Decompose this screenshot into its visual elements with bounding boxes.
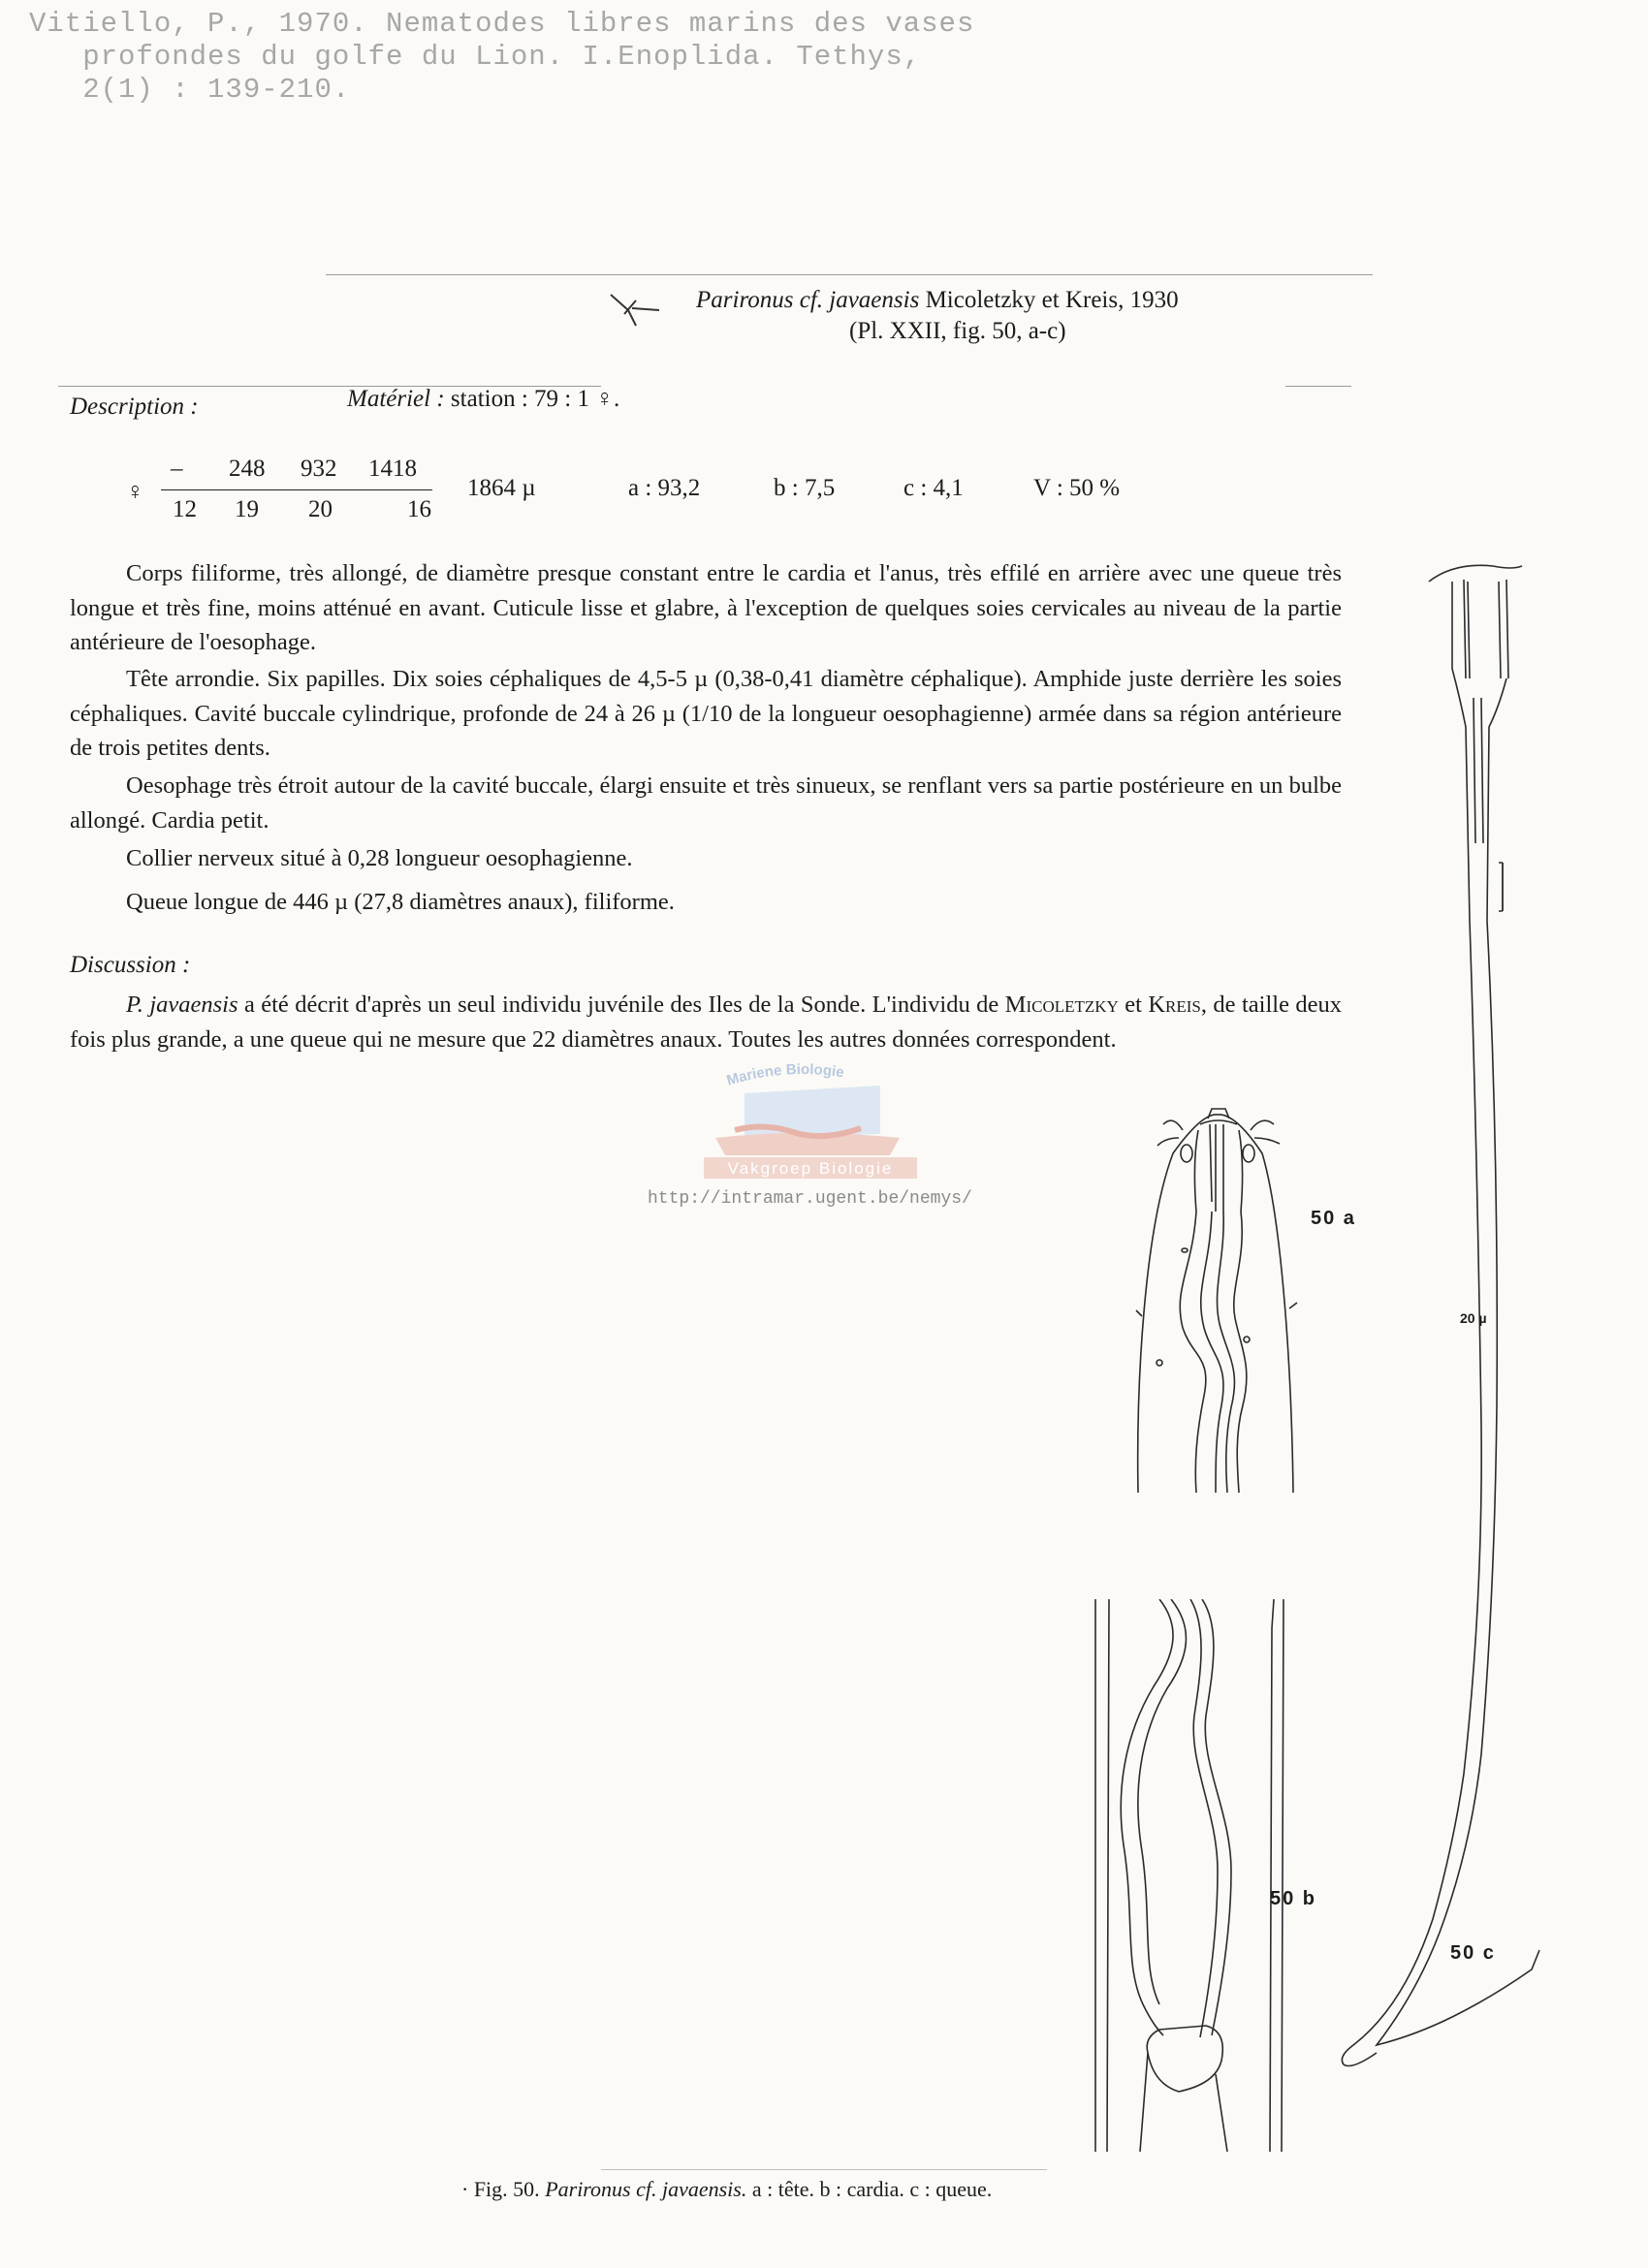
formula-bottom-3: 20	[308, 496, 333, 522]
paragraph-oesophagus: Oesophage très étroit autour de la cavité buccale, élargi ensuite et très sinueux, se renflant vers sa partie postérieure en un bulbe allongé. Cardia petit.	[70, 772, 1342, 834]
formula-c: c : 4,1	[903, 475, 964, 501]
discussion-text-b: et	[1118, 992, 1149, 1018]
formula-length: 1864 µ	[467, 475, 536, 501]
discussion-text-a: a été décrit d'après un seul individu juvénile des Iles de la Sonde. L'individu de	[238, 992, 1005, 1018]
formula-top-1: –	[171, 456, 183, 482]
formula-b: b : 7,5	[774, 475, 836, 501]
formula-bottom-4: 16	[407, 496, 431, 522]
plate-reference: (Pl. XXII, fig. 50, a-c)	[849, 318, 1066, 344]
formula-top-3: 932	[301, 456, 337, 482]
formula-sex: ♀	[126, 479, 144, 505]
figure-label-50c: 50 c	[1450, 1942, 1496, 1964]
species-heading	[696, 287, 1179, 314]
formula-top-4: 1418	[368, 456, 417, 482]
watermark-ship-icon	[648, 1055, 958, 1181]
materiel-line	[347, 386, 619, 413]
formula-bottom-2: 19	[235, 496, 259, 522]
citation-block	[29, 8, 974, 107]
discussion-species: P. javaensis	[126, 992, 238, 1018]
figure-caption	[461, 2177, 992, 2202]
header-rule	[326, 274, 1373, 275]
discussion-author-1: Micoletzky	[1004, 992, 1119, 1018]
materiel-label: Matériel :	[347, 386, 445, 412]
materiel-value: station : 79 : 1 ♀.	[444, 386, 620, 412]
species-authority: Micoletzky et Kreis, 1930	[919, 287, 1179, 313]
figure-50c-tail-drawing	[1318, 552, 1570, 2074]
caption-prefix: · Fig. 50.	[461, 2177, 546, 2201]
paragraph-tail: Queue longue de 446 µ (27,8 diamètres anaux), filiforme.	[126, 889, 675, 915]
caption-rule	[601, 2169, 1047, 2170]
figure-label-50a: 50 a	[1311, 1208, 1356, 1229]
figure-label-50b: 50 b	[1270, 1888, 1317, 1909]
formula-a: a : 93,2	[628, 475, 701, 501]
formula-bottom-1: 12	[173, 496, 197, 522]
description-heading: Description :	[70, 394, 199, 420]
citation-line-2: profondes du golfe du Lion. I.Enoplida. Tethys,	[29, 41, 922, 73]
caption-rest: a : tête. b : cardia. c : queue.	[746, 2177, 993, 2201]
formula-v: V : 50 %	[1033, 475, 1121, 501]
species-name: Parironus cf. javaensis	[696, 287, 920, 313]
discussion-text-c: , de taille deux fois plus grande, a une queue qui ne mesure que 22 diamètres anaux. Toutes les autres données correspondent.	[70, 992, 1342, 1053]
watermark-url: http://intramar.ugent.be/nemys/	[648, 1189, 972, 1209]
discussion-heading: Discussion :	[70, 952, 191, 978]
figure-50b-cardia-drawing	[1086, 1599, 1309, 2152]
discussion-paragraph	[70, 988, 1342, 1056]
measurement-formula	[126, 456, 1192, 533]
svg-text:Mariene Biologie	[725, 1061, 845, 1089]
discussion-author-2: Kreis	[1148, 992, 1201, 1018]
paragraph-head: Tête arrondie. Six papilles. Dix soies céphaliques de 4,5-5 µ (0,38-0,41 diamètre céphalique). Amphide juste derrière les soies céphaliques. Cavité buccale cylindrique, profonde de 24 à 26 µ (1/10 de la longueur oesophagienne) armée dans sa région antérieure de trois petites dents.	[70, 666, 1342, 761]
paragraph-nerve-ring: Collier nerveux situé à 0,28 longueur oesophagienne.	[126, 845, 633, 871]
watermark-band-text: Vakgroep Biologie	[727, 1159, 894, 1178]
scale-label: 20 µ	[1460, 1310, 1487, 1326]
formula-fraction-bar	[161, 489, 432, 490]
citation-line-3: 2(1) : 139-210.	[29, 74, 351, 106]
description-rule-right	[1285, 386, 1351, 387]
caption-species: Parironus cf. javaensis.	[545, 2177, 747, 2201]
handwritten-mark-icon	[607, 287, 661, 330]
paragraph-body: Corps filiforme, très allongé, de diamètre presque constant entre le cardia et l'anus, très effilé en arrière avec une queue très longue et très fine, moins atténué en avant. Cuticule lisse et glabre, à l'exception de quelques soies cervicales au niveau de la partie antérieure de l'oesophage.	[70, 560, 1342, 655]
formula-top-2: 248	[229, 456, 266, 482]
watermark-logo	[648, 1055, 972, 1209]
figure-50a-head-drawing	[1115, 1095, 1328, 1493]
watermark-arc-text: Mariene Biologie	[724, 1060, 845, 1089]
citation-line-1: Vitiello, P., 1970. Nematodes libres marins des vases	[29, 8, 975, 40]
